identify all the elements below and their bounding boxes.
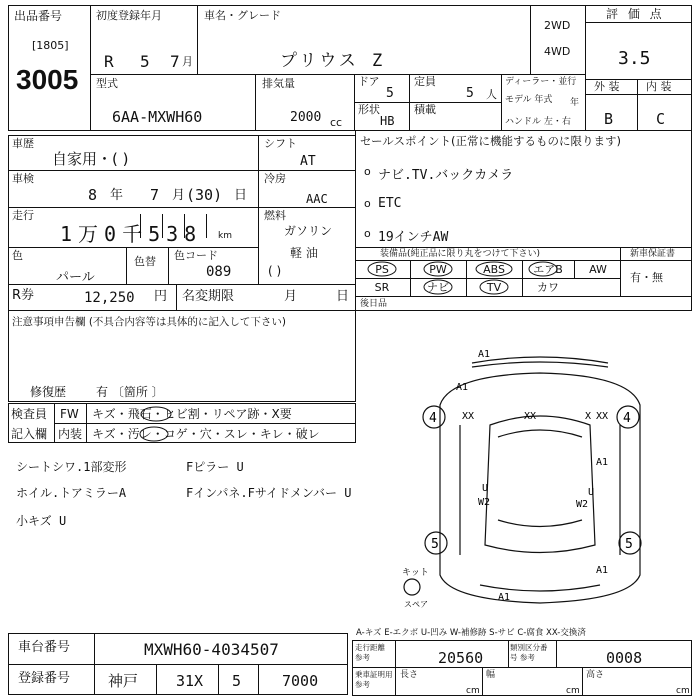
equip-navi: ナビ <box>427 281 449 294</box>
new-car-label: 新車保証書 <box>630 249 676 259</box>
history-label: 車歴 <box>12 137 34 150</box>
after-label: 後日品 <box>360 299 388 309</box>
model-value: 6AA-MXWH60 <box>112 108 203 126</box>
width-unit: cm <box>566 686 580 696</box>
mark-front-bumper: A1 <box>478 349 491 360</box>
capacity-value: 5 <box>466 86 474 101</box>
equip-pw: PW <box>429 263 447 276</box>
equip-sr: SR <box>374 281 390 294</box>
equip-airb: エアB <box>533 263 563 276</box>
model-year-label: モデル 年式 <box>505 95 553 105</box>
meter-value: 20560 <box>438 649 484 667</box>
sales-point-1: ナビ.TV.バックカメラ <box>378 168 514 183</box>
reg-kana: 5 <box>232 672 242 690</box>
model-label: 型式 <box>96 77 118 90</box>
body-outline-shape <box>440 373 640 603</box>
mark-left-door: W2 <box>478 497 491 508</box>
color-change-label: 色替 <box>134 255 156 268</box>
fuel-gasoline: ガソリン <box>284 224 333 238</box>
equip-circle-ps <box>368 262 396 276</box>
exterior-grade: B <box>604 110 614 128</box>
circle-dirt <box>140 427 168 441</box>
mark-hood-left: XX <box>462 411 475 422</box>
inspector-label: 検査員 <box>11 407 48 421</box>
equip-tv: TV <box>486 281 502 294</box>
ticket-value: 12,250 <box>84 290 135 306</box>
first-reg-month: 7 <box>170 52 180 71</box>
drive-box <box>530 5 586 75</box>
car-name-label: 車名・グレード <box>204 9 281 22</box>
color-code-label: 色コード <box>174 249 218 262</box>
equipment-label: 装備品(純正品に限り丸をつけて下さい) <box>380 249 541 259</box>
lot-label: 出品番号 <box>14 9 63 23</box>
displacement-value: 2000 <box>290 110 322 125</box>
repair-label: 修復歴 <box>30 385 67 399</box>
displacement-label: 排気量 <box>262 77 295 90</box>
remark-5: 小キズ U <box>16 514 67 528</box>
fuel-diesel: 軽 油 <box>290 246 318 260</box>
new-car-value: 有・無 <box>630 271 663 284</box>
interior-label: 内 装 <box>646 80 672 93</box>
entry-label: 記入欄 <box>11 427 48 441</box>
doors-value: 5 <box>386 86 394 101</box>
tyre-number-fl: 4 <box>429 411 437 426</box>
sales-bullet-3: o <box>364 227 371 240</box>
reg-place: 神戸 <box>108 672 139 690</box>
count-value: 0008 <box>606 649 643 667</box>
equip-circle-airb <box>529 262 557 276</box>
equip-circles <box>355 260 585 296</box>
spare-kit-shape <box>404 579 420 595</box>
sales-label: セールスポイント(正常に機能するものに限ります) <box>360 134 621 148</box>
history-value: 自家用・( ) <box>52 150 129 168</box>
name-change-label: 名変期限 <box>182 289 235 304</box>
shape-value: HB <box>380 114 395 128</box>
remark-3: ホイル.トアミラーA <box>16 486 127 500</box>
handle-label: ハンドル 左・右 <box>505 117 571 127</box>
mileage-value: 1万0千538 <box>60 222 203 246</box>
first-reg-month-unit: 月 <box>182 55 193 68</box>
interior-check-label: 内装 <box>58 427 83 441</box>
color-value: パール <box>56 270 95 285</box>
sales-point-2: ETC <box>378 196 402 211</box>
mileage-label: 走行 <box>12 209 34 222</box>
interior-grade: C <box>656 110 666 128</box>
length-unit: cm <box>466 686 480 696</box>
width-label: 幅 <box>486 670 496 680</box>
tyre-number-rl: 5 <box>431 537 439 552</box>
equip-leather: カワ <box>537 281 559 294</box>
notes-label: 注意事項申告欄 (不具合内容等は具体的に記入して下さい) <box>12 316 287 328</box>
car-diagram <box>400 345 680 615</box>
meter-label: 走行距離 参考 <box>355 643 385 662</box>
equip-abs: ABS <box>483 263 505 276</box>
repair-value: 有 〔箇所 〕 <box>96 385 164 399</box>
reg-label: 登録番号 <box>18 671 71 686</box>
sales-bullet-2: o <box>364 197 371 210</box>
inspector-circles <box>120 403 200 443</box>
inspection-day-unit: 日 <box>234 188 248 203</box>
damage-legend: A-キズ E-エクボ U-凹み W-補修跡 S-サビ C-腐食 XX-交換済 <box>356 628 586 638</box>
color-label: 色 <box>12 249 23 262</box>
inspection-year-unit: 年 <box>110 188 124 203</box>
score-value: 3.5 <box>618 48 651 69</box>
mark-right-u: U <box>588 487 595 498</box>
reg-class: 31X <box>176 672 204 690</box>
first-reg-label: 初度登録年月 <box>96 9 162 22</box>
shape-label: 形状 <box>358 103 380 116</box>
equip-ps: PS <box>375 263 389 276</box>
count-label: 類別区分番号 参考 <box>510 643 548 662</box>
inspection-day: (30) <box>186 186 223 204</box>
interior-items: キズ・汚レ・コゲ・穴・スレ・キレ・破レ <box>92 427 320 441</box>
ac-value: AAC <box>306 192 328 206</box>
mark-hood-right: X <box>585 411 592 422</box>
first-reg-year: 5 <box>140 52 150 71</box>
inspection-label: 車検 <box>12 172 34 185</box>
spare-kit-label: キット <box>402 568 429 578</box>
doors-label: ドア <box>358 75 380 88</box>
name-change-month: 月 <box>284 289 298 304</box>
mark-hood-center: XX <box>524 411 537 422</box>
tyre-number-rr: 5 <box>625 537 633 552</box>
rear-bumper-shape <box>480 585 600 591</box>
lot-sub: [1805] <box>32 39 69 52</box>
mark-left-u: U <box>482 483 489 494</box>
mark-right-door-front: A1 <box>596 457 609 468</box>
mark-fl-fender: A1 <box>456 382 469 393</box>
fw-items: キズ・飛石・ヒビ割・リペア跡・X要 <box>92 407 292 421</box>
displacement-unit: cc <box>330 116 343 129</box>
spare-label: スペア <box>404 600 428 609</box>
ac-label: 冷房 <box>264 172 286 185</box>
remark-4: Fインパネ.Fサイドメンバー U <box>186 486 352 500</box>
equip-circle-pw <box>424 262 452 276</box>
score-label: 評 価 点 <box>606 7 665 21</box>
remark-1: シートシワ.1部変形 <box>16 460 127 474</box>
lot-number: 3005 <box>16 64 79 95</box>
model-year-unit: 年 <box>570 98 580 108</box>
name-change-day: 日 <box>336 289 350 304</box>
equip-circle-tv <box>480 280 508 294</box>
height-label: 高さ <box>586 670 605 680</box>
mark-right-door-rear: W2 <box>576 499 589 510</box>
remark-2: Fピラー U <box>186 460 244 474</box>
dealer-label: ディーラー・並行 <box>505 77 577 87</box>
mark-hood-far-right: XX <box>596 411 609 422</box>
drive-4wd: 4WD <box>544 45 571 58</box>
shift-value: AT <box>300 154 316 169</box>
length-label: 長さ <box>400 670 419 680</box>
capacity-unit: 人 <box>486 88 497 101</box>
car-name: プリウス Z <box>280 51 386 71</box>
chassis-value: MXWH60-4034507 <box>144 640 279 659</box>
circle-chipping <box>141 407 171 421</box>
mileage-unit: km <box>218 231 232 241</box>
fuel-paren: ( ) <box>268 264 282 278</box>
capacity-label: 定員 <box>414 75 436 88</box>
sales-point-3: 19インチAW <box>378 230 449 245</box>
inspection-year: 8 <box>88 186 98 204</box>
mark-rear-bumper: A1 <box>498 592 511 603</box>
drive-2wd: 2WD <box>544 19 571 32</box>
fw-label: FW <box>60 407 79 421</box>
fuel-label: 燃料 <box>264 209 286 222</box>
shift-label: シフト <box>264 137 297 150</box>
first-reg-era: R <box>104 52 114 71</box>
mark-rear-right: A1 <box>596 565 609 576</box>
tyre-number-fr: 4 <box>623 411 631 426</box>
cert-label: 乗車証明用 参考 <box>355 670 393 689</box>
sales-bullet-1: o <box>364 165 371 178</box>
equip-circle-navi <box>424 280 452 294</box>
equip-aw: AW <box>589 263 607 276</box>
height-unit: cm <box>676 686 690 696</box>
ticket-label: R券 <box>12 288 35 303</box>
ticket-unit: 円 <box>154 289 168 304</box>
reg-number: 7000 <box>282 672 319 690</box>
load-label: 積載 <box>414 103 436 116</box>
equip-circle-abs <box>476 262 512 276</box>
inspection-month-unit: 月 <box>172 188 186 203</box>
chassis-label: 車台番号 <box>18 640 71 655</box>
color-code-value: 089 <box>206 264 232 280</box>
inspection-month: 7 <box>150 186 160 204</box>
exterior-label: 外 装 <box>594 80 620 93</box>
